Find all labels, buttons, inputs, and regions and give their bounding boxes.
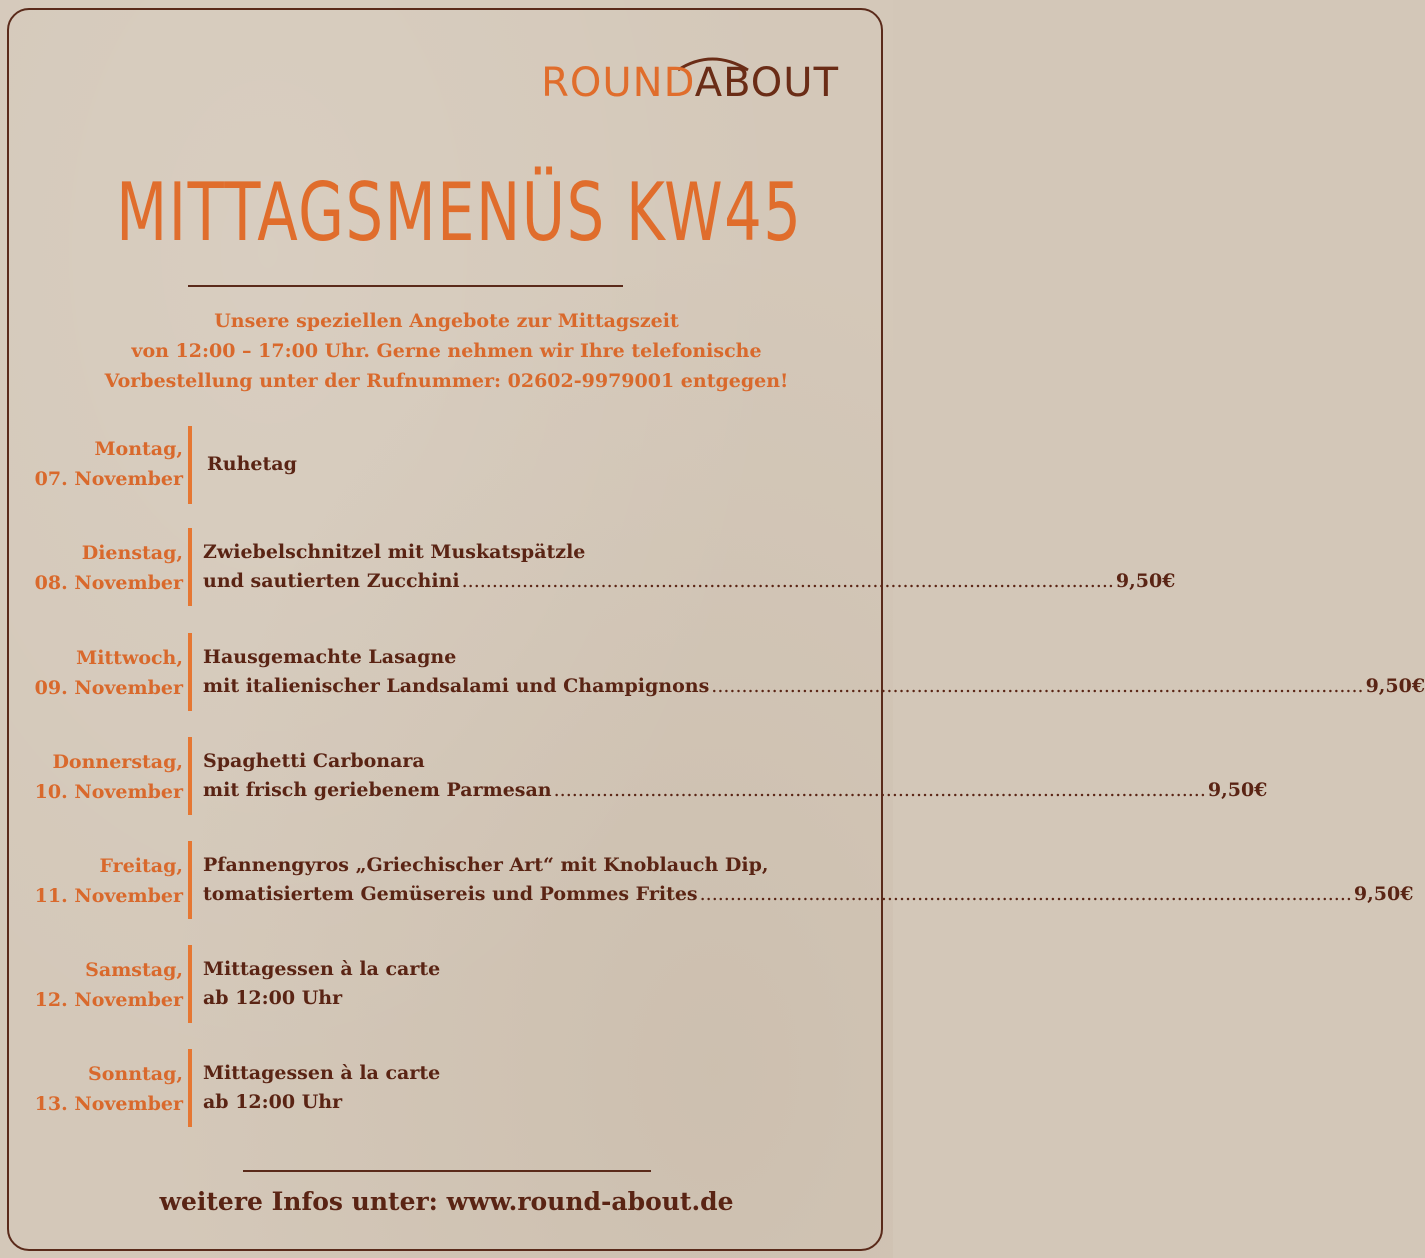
date: 13. November: [34, 1093, 183, 1115]
weekday: Samstag,: [85, 959, 183, 981]
weekday: Freitag,: [99, 855, 183, 877]
dish-line: Pfannengyros „Griechischer Art“ mit Knoblauch Dip,: [203, 854, 769, 876]
day-divider-bar: [188, 426, 192, 504]
weekday: Sonntag,: [87, 1063, 183, 1085]
intro-line: Vorbestellung unter der Rufnummer: 02602-9979001 entgegen!: [104, 370, 789, 392]
footer-info: weitere Infos unter: www.round-about.de: [159, 1187, 734, 1216]
logo-part-round: ROUND: [541, 60, 695, 106]
date: 09. November: [34, 677, 183, 699]
footer-divider: [243, 1170, 651, 1172]
day-label: [0, 955, 183, 1015]
dish-line: mit frisch geriebenem Parmesan: [203, 779, 552, 801]
title-divider: [188, 285, 623, 287]
dish-line: Spaghetti Carbonara: [203, 750, 425, 772]
dish-line-priced: [203, 880, 1414, 909]
price: 9,50€: [1207, 779, 1268, 801]
leader-dots: ............................................................................................................: [461, 570, 1114, 592]
day-divider-bar: [188, 633, 192, 711]
price: 9,50€: [1115, 570, 1176, 592]
dish: [203, 643, 1425, 701]
dish: [203, 747, 1268, 805]
dish: [203, 851, 1414, 909]
dish-line: tomatisiertem Gemüsereis und Pommes Frites: [203, 883, 698, 905]
date: 07. November: [34, 468, 183, 490]
roundabout-logo: [541, 60, 839, 106]
price: 9,50€: [1365, 675, 1425, 697]
dish: [203, 955, 843, 1013]
date: 11. November: [34, 885, 183, 907]
leader-dots: ............................................................................................................: [699, 883, 1352, 905]
day-divider-bar: [188, 841, 192, 919]
dish-line: Ruhetag: [207, 453, 297, 475]
day-label: [0, 851, 183, 911]
price: 9,50€: [1353, 883, 1414, 905]
weekday: Donnerstag,: [52, 751, 183, 773]
logo-part-about: ABOUT: [694, 60, 839, 106]
day-divider-bar: [188, 945, 192, 1023]
date: 10. November: [34, 781, 183, 803]
day-label: [0, 1059, 183, 1119]
dish-line-priced: [203, 672, 1425, 701]
day-divider-bar: [188, 737, 192, 815]
date: 08. November: [34, 572, 183, 594]
dish-line: ab 12:00 Uhr: [203, 987, 343, 1009]
dish-line-priced: [203, 567, 1176, 596]
dish-line: und sautierten Zucchini: [203, 570, 460, 592]
leader-dots: ............................................................................................................: [711, 675, 1364, 697]
day-divider-bar: [188, 528, 192, 606]
dish: [207, 450, 847, 479]
date: 12. November: [34, 989, 183, 1011]
dish-line: mit italienischer Landsalami und Champignons: [203, 675, 710, 697]
dish-line: ab 12:00 Uhr: [203, 1091, 343, 1113]
weekday: Dienstag,: [81, 542, 183, 564]
intro-line: von 12:00 – 17:00 Uhr. Gerne nehmen wir Ihre telefonische: [131, 340, 762, 362]
dish-line-priced: [203, 776, 1268, 805]
dish-line: Zwiebelschnitzel mit Muskatspätzle: [203, 541, 586, 563]
dish: [203, 538, 1176, 596]
dish-line: Mittagessen à la carte: [203, 958, 441, 980]
intro-line: Unsere speziellen Angebote zur Mittagszeit: [214, 310, 679, 332]
day-label: [0, 538, 183, 598]
leader-dots: ............................................................................................................: [553, 779, 1206, 801]
day-label: [0, 434, 183, 494]
day-label: [0, 747, 183, 807]
weekday: Montag,: [94, 438, 183, 460]
dish-line: Hausgemachte Lasagne: [203, 646, 457, 668]
day-label: [0, 643, 183, 703]
dish: [203, 1059, 843, 1117]
weekday: Mittwoch,: [76, 647, 183, 669]
page-title: MITTAGSMENÜS KW45: [116, 166, 803, 259]
dish-line: Mittagessen à la carte: [203, 1062, 441, 1084]
intro-text: [0, 306, 893, 396]
day-divider-bar: [188, 1049, 192, 1127]
